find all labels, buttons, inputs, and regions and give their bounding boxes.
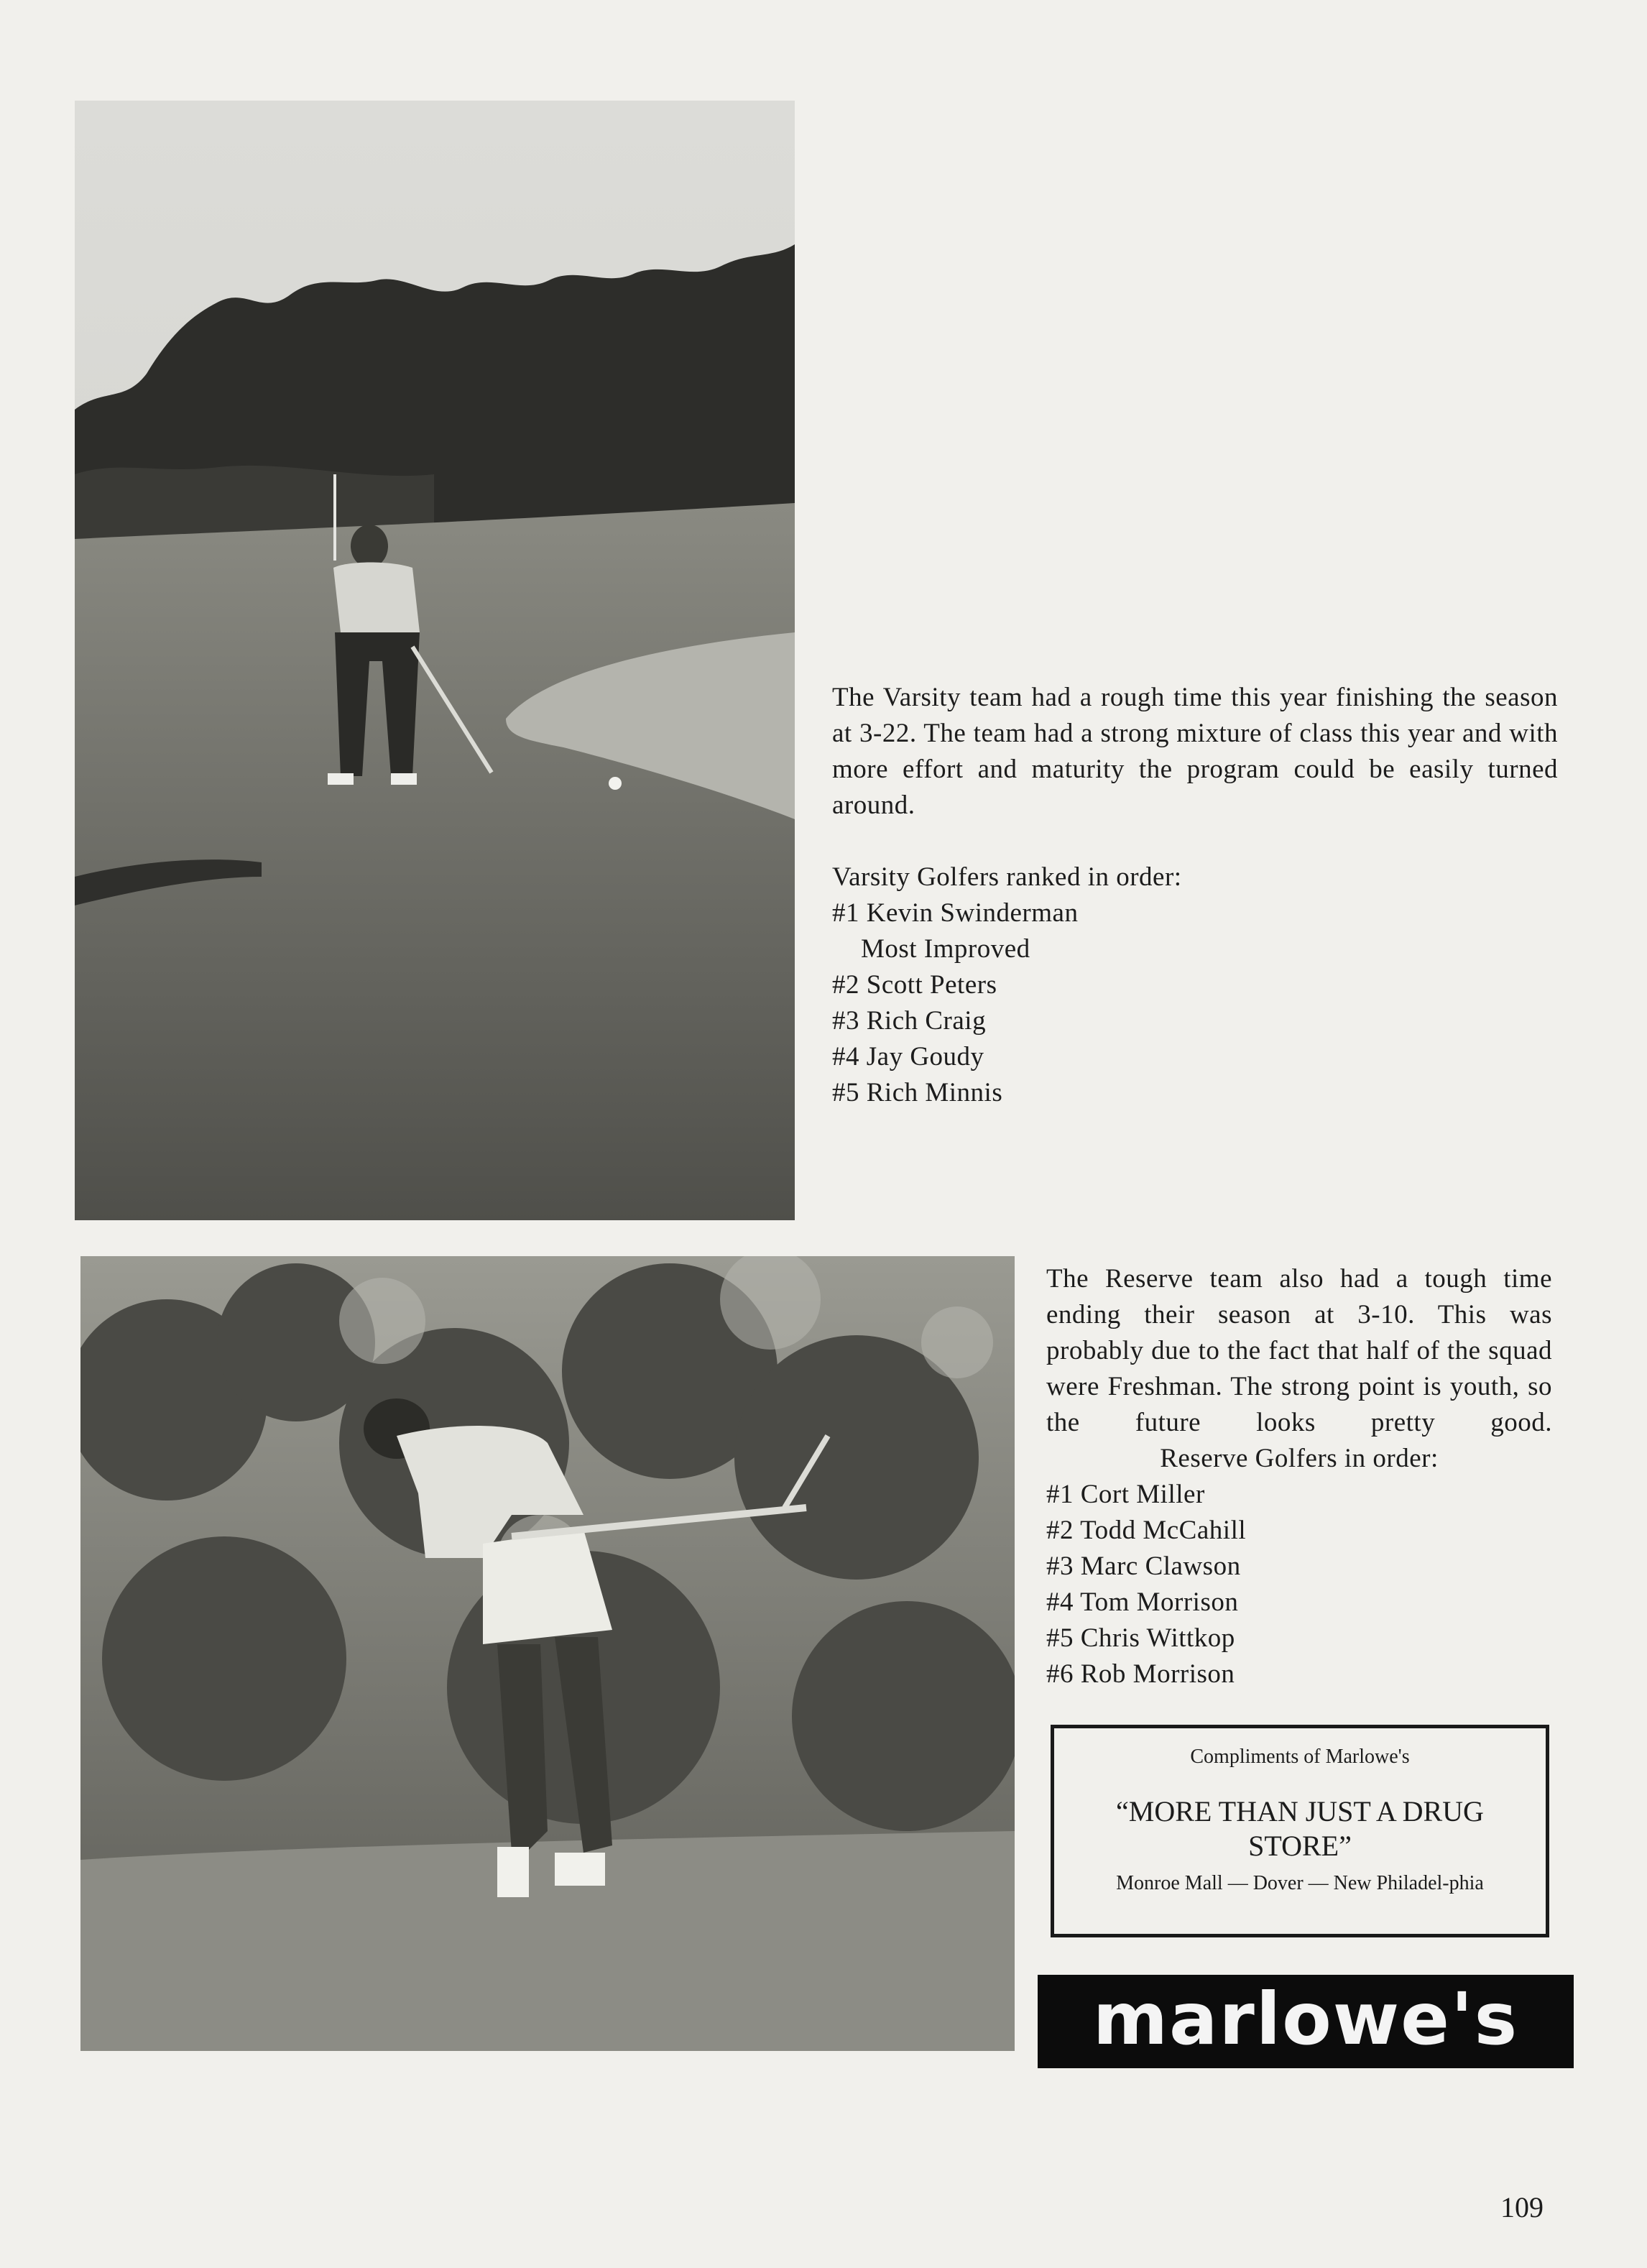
reserve-list-title: Reserve Golfers in order: (1160, 1444, 1439, 1473)
marlowes-logo (1038, 1975, 1574, 2068)
ad-locations: Monroe Mall — Dover — New Philadel-phia (1116, 1872, 1484, 1894)
golfer-name: Marc Clawson (1080, 1552, 1241, 1581)
most-improved-note: Most Improved (861, 934, 1030, 964)
golfer-name: Scott Peters (866, 970, 997, 1000)
golfer-name: Jay Goudy (866, 1042, 984, 1071)
golfer-rank: #4 (832, 1042, 859, 1071)
golfer-name: Todd McCahill (1080, 1516, 1247, 1545)
golfer-name: Rich Craig (866, 1006, 987, 1036)
golfer-rank: #3 (832, 1006, 859, 1036)
golfer-rank: #1 (1046, 1480, 1074, 1509)
golfer-rank: #3 (1046, 1552, 1074, 1581)
ad-slogan: “MORE THAN JUST A DRUG STORE” (1116, 1795, 1484, 1862)
golfer-rank: #1 (832, 898, 859, 928)
reserve-golfer-6 (1046, 1656, 1552, 1692)
reserve-golfer-4 (1046, 1585, 1552, 1621)
reserve-golfer-photo (80, 1256, 1015, 2051)
golfer-name: Cort Miller (1080, 1480, 1205, 1509)
page-number: 109 (1500, 2191, 1544, 2223)
reserve-golfer-2 (1046, 1513, 1552, 1549)
golfer-rank: #2 (1046, 1516, 1074, 1545)
varsity-list-title: Varsity Golfers ranked in order: (832, 862, 1182, 892)
reserve-golfer-3 (1046, 1549, 1552, 1585)
golfer-name: Kevin Swinderman (866, 898, 1079, 928)
golfer-rank: #5 (832, 1078, 859, 1107)
varsity-intro: The Varsity team had a rough time this year finishing the season at 3-22. The team had a strong mixture of class this year and with more effort and maturity the program could be easily turned around. (832, 683, 1558, 820)
golfer-name: Tom Morrison (1080, 1587, 1239, 1617)
ad-compliments: Compliments of Marlowe's (1190, 1746, 1410, 1768)
marlowes-logo-art (1054, 1982, 1557, 2061)
reserve-photo-illustration (80, 1256, 1015, 2051)
reserve-intro: The Reserve team also had a tough time ending their season at 3-10. This was probably due to the fact that half of the squad were Freshman. The strong point is youth, so the future looks pretty good. (1046, 1264, 1552, 1437)
golfer-rank: #5 (1046, 1623, 1074, 1653)
golfer-name: Rich Minnis (866, 1078, 1003, 1107)
varsity-golfer-2 (832, 967, 1558, 1003)
golfer-rank: #2 (832, 970, 859, 1000)
varsity-golfer-1 (832, 895, 1558, 931)
varsity-golfer-list (832, 859, 1558, 1111)
reserve-golfer-list (1046, 1477, 1552, 1692)
logo-wordmark: marlowe's (1092, 1982, 1519, 2061)
varsity-golfer-3 (832, 1003, 1558, 1039)
reserve-golfer-1 (1046, 1477, 1552, 1513)
golfer-rank: #4 (1046, 1587, 1074, 1617)
varsity-golfer-photo (75, 101, 795, 1220)
varsity-golfer-4 (832, 1039, 1558, 1075)
reserve-golfer-5 (1046, 1621, 1552, 1656)
golfer-name: Rob Morrison (1080, 1659, 1235, 1689)
varsity-photo-illustration (75, 101, 795, 1220)
varsity-section (832, 680, 1558, 1111)
golfer-name: Chris Wittkop (1080, 1623, 1235, 1653)
reserve-section (1046, 1261, 1552, 1692)
varsity-golfer-5 (832, 1075, 1558, 1111)
golfer-rank: #6 (1046, 1659, 1074, 1689)
marlowes-ad-box (1051, 1725, 1549, 1937)
